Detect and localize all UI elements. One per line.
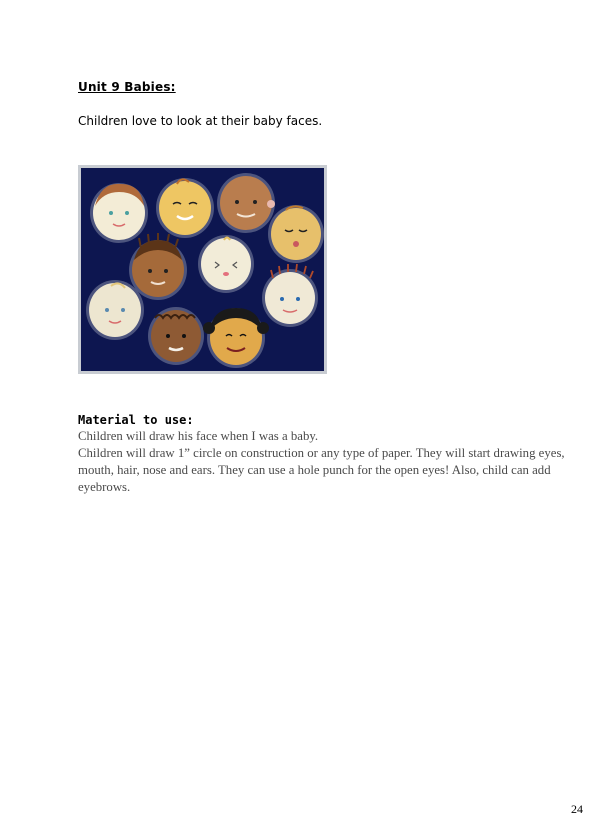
material-line-2: Children will draw 1” circle on construction or any type of paper. They will start drawing eyes, mouth, hair, nose and ears. They can use a hole punch for the open eyes! Also, child can add eyebrows. bbox=[78, 446, 565, 494]
baby-face-3 bbox=[217, 173, 275, 233]
material-line-1: Children will draw his face when I was a baby. bbox=[78, 429, 319, 443]
baby-faces-photo bbox=[78, 165, 327, 374]
page-number: 24 bbox=[571, 802, 583, 816]
intro-text: Children love to look at their baby faces. bbox=[78, 114, 323, 128]
baby-face-4 bbox=[268, 205, 324, 263]
baby-face-9 bbox=[148, 307, 204, 365]
baby-face-1 bbox=[90, 183, 148, 243]
baby-face-2 bbox=[156, 178, 214, 238]
baby-face-7 bbox=[86, 280, 144, 340]
baby-face-6 bbox=[198, 235, 254, 293]
section-heading: Unit 9 Babies: bbox=[78, 80, 176, 94]
material-body bbox=[78, 428, 588, 496]
material-heading: Material to use: bbox=[78, 413, 194, 427]
baby-faces-illustration bbox=[81, 168, 324, 371]
